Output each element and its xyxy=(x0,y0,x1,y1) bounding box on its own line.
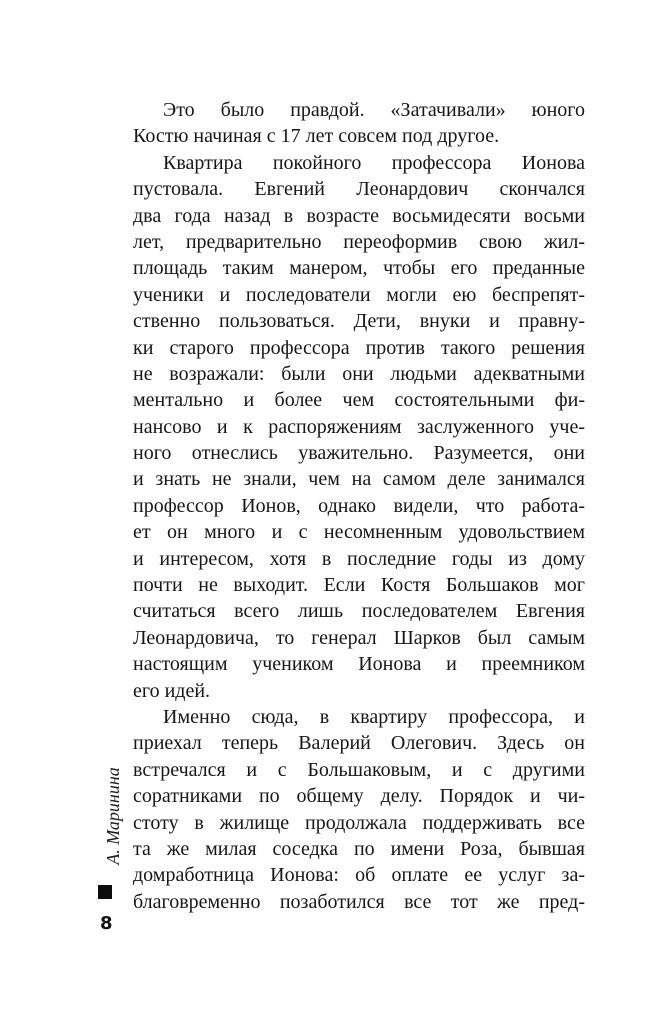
text-line: благовременно позаботился все тот же пред- xyxy=(133,890,585,913)
text-line: его идей. xyxy=(133,679,211,702)
text-line: профессор Ионов, однако видели, что работа- xyxy=(133,494,585,517)
text-line: два года назад в возрасте восьмидесяти восьми xyxy=(133,204,585,227)
text-line: и знать не знали, чем на самом деле занимался xyxy=(133,468,585,491)
text-line: площадь таким манером, чтобы его преданные xyxy=(133,257,585,280)
text-line: нансово и к распоряжениям заслуженного уче- xyxy=(133,415,585,438)
text-line: не возражали: были они людьми адекватными xyxy=(133,362,585,385)
text-line: ментально и более чем состоятельными фи- xyxy=(133,389,585,412)
text-line: Леонардовича, то генерал Шарков был самым xyxy=(133,626,585,649)
text-line: считаться всего лишь последователем Евгения xyxy=(133,600,585,623)
text-line: та же милая соседка по имени Роза, бывшая xyxy=(133,837,585,860)
text-line: приехал теперь Валерий Олегович. Здесь он xyxy=(133,732,585,755)
text-line: почти не выходит. Если Костя Большаков мог xyxy=(133,574,585,597)
body-text-block xyxy=(133,97,585,915)
text-line: домработница Ионова: об оплате ее услуг за- xyxy=(133,864,585,887)
text-line: настоящим учеником Ионова и преемником xyxy=(133,653,585,676)
text-line: и интересом, хотя в последние годы из дому xyxy=(133,547,585,570)
text-line: встречался и с Большаковым, и с другими xyxy=(133,758,585,781)
text-line: Именно сюда, в квартиру профессора, и xyxy=(163,705,585,728)
text-line: Костю начиная с 17 лет совсем под другое. xyxy=(133,125,500,148)
text-line: ного отнеслись уважительно. Разумеется, они xyxy=(133,442,585,465)
text-line: стоту в жилище продолжала поддерживать все xyxy=(133,811,585,834)
text-line: соратниками по общему делу. Порядок и чи- xyxy=(133,785,585,808)
series-marker-square-icon xyxy=(98,885,112,899)
text-line: ученики и последователи могли ею беспрепят- xyxy=(133,283,585,306)
text-line: Это было правдой. «Затачивали» юного xyxy=(163,99,585,121)
text-line: пустовала. Евгений Леонардович скончался xyxy=(133,178,585,201)
sidebar-author-name: А. Маринина xyxy=(103,767,123,865)
text-line: ки старого профессора против такого решения xyxy=(133,336,585,359)
page-number: 8 xyxy=(100,913,113,934)
text-line: лет, предварительно переоформив свою жил- xyxy=(133,230,585,253)
text-line: ет он много и с несомненным удовольствием xyxy=(133,521,585,544)
text-line: ственно пользоваться. Дети, внуки и правну- xyxy=(133,310,585,333)
text-line: Квартира покойного профессора Ионова xyxy=(163,151,585,174)
